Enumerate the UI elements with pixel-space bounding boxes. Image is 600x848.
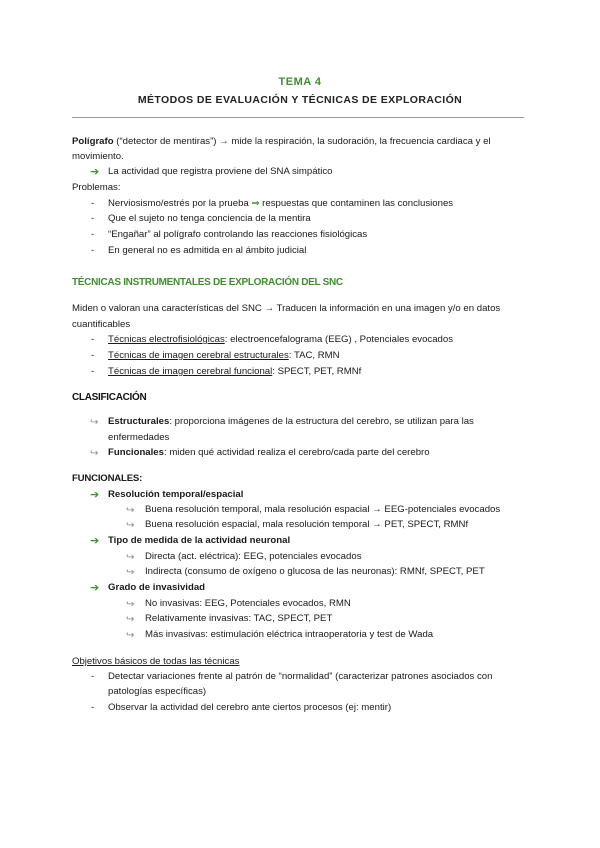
dash-bullet: -: [91, 350, 95, 361]
dash-bullet: -: [91, 213, 95, 224]
funcionales-group: Grado de invasividad: [108, 582, 206, 593]
dash-bullet: -: [91, 366, 95, 377]
problem-text-cont: respuestas que contaminen las conclusiones: [259, 198, 454, 209]
problems-label: Problemas:: [72, 182, 121, 193]
technique-detail: : electroencefalograma (EEG) , Potenciales evocados: [224, 334, 454, 345]
objetivo-item-cont: patologías específicas): [108, 686, 207, 697]
clasificacion-detail-cont: enfermedades: [108, 432, 170, 443]
technique-label: Técnicas electrofisiológicas: [108, 334, 225, 345]
funcionales-group: Tipo de medida de la actividad neuronal: [108, 535, 291, 546]
dash-bullet: -: [91, 334, 95, 345]
snc-intro-cont: cuantificables: [72, 319, 131, 330]
small-arrow-icon: ↪: [126, 520, 135, 531]
small-arrow-icon: ↪: [126, 614, 135, 625]
funcionales-subitem: Indirecta (consumo de oxígeno o glucosa de las neuronas): RMNf, SPECT, PET: [145, 566, 485, 577]
small-arrow-icon: ↪: [126, 599, 135, 610]
funcionales-heading: FUNCIONALES:: [72, 473, 143, 484]
funcionales-subitem: Directa (act. eléctrica): EEG, potenciales evocados: [145, 551, 362, 562]
objetivo-item: Detectar variaciones frente al patrón de “normalidad” (caracterizar patrones asociados con: [108, 671, 493, 682]
clasificacion-label: Funcionales: [108, 447, 164, 458]
problem-item: “Engañar” al polígrafo controlando las reacciones fisiológicas: [108, 229, 368, 240]
arrow-right-icon: ➔: [90, 489, 100, 501]
poligrafo-description: (“detector de mentiras”) → mide la respiración, la sudoración, la frecuencia cardiaca y el: [113, 136, 491, 147]
funcionales-subitem: Más invasivas: estimulación eléctrica intraoperatoria y test de Wada: [145, 629, 434, 640]
small-arrow-icon: ↪: [90, 448, 99, 459]
funcionales-group: Resolución temporal/espacial: [108, 489, 244, 500]
technique-label: Técnicas de imagen cerebral funcional: [108, 366, 273, 377]
funcionales-subitem: Buena resolución espacial, mala resolución temporal → PET, SPECT, RMNf: [145, 519, 469, 530]
funcionales-subitem: Relativamente invasivas: TAC, SPECT, PET: [145, 613, 333, 624]
dash-bullet: -: [91, 229, 95, 240]
small-arrow-icon: ↪: [126, 630, 135, 641]
poligrafo-note: La actividad que registra proviene del SNA simpático: [108, 166, 333, 177]
clasificacion-item: [108, 415, 526, 429]
technique-item: [108, 349, 340, 363]
tema-number: TEMA 4: [278, 76, 322, 88]
small-arrow-icon: ↪: [126, 552, 135, 563]
dash-bullet: -: [91, 671, 95, 682]
funcionales-subitem: No invasivas: EEG, Potenciales evocados, RMN: [145, 598, 351, 609]
clasificacion-label: Estructurales: [108, 416, 170, 427]
small-arrow-icon: ↪: [126, 567, 135, 578]
problem-item: En general no es admitida en al ámbito judicial: [108, 245, 307, 256]
clasificacion-item: [108, 446, 430, 460]
problem-text: Nerviosismo/estrés por la prueba: [108, 198, 249, 209]
problem-item: [108, 197, 453, 211]
dash-bullet: -: [91, 245, 95, 256]
snc-intro: Miden o valoran una características del SNC → Traducen la información en una imagen y/o en datos: [72, 303, 501, 314]
arrow-right-icon: ➔: [90, 535, 100, 547]
small-arrow-icon: ↪: [126, 505, 135, 516]
poligrafo-term: Polígrafo: [72, 136, 114, 147]
page-title: MÉTODOS DE EVALUACIÓN Y TÉCNICAS DE EXPLORACIÓN: [137, 94, 463, 106]
technique-label: Técnicas de imagen cerebral estructurales: [108, 350, 289, 361]
technique-item: [108, 365, 361, 379]
funcionales-subitem: Buena resolución temporal, mala resolución espacial → EEG-potenciales evocados: [145, 504, 501, 515]
poligrafo-description-cont: movimiento.: [72, 151, 124, 162]
title-divider: [72, 117, 524, 118]
arrow-right-icon: ➔: [90, 582, 100, 594]
implies-arrow-icon: ⇒: [251, 198, 260, 209]
section-heading-clasificacion: CLASIFICACIÓN: [72, 392, 147, 403]
arrow-right-icon: ➔: [90, 166, 100, 178]
technique-detail: : TAC, RMN: [288, 350, 340, 361]
technique-detail: : SPECT, PET, RMNf: [272, 366, 362, 377]
clasificacion-detail: : proporciona imágenes de la estructura del cerebro, se utilizan para las: [169, 416, 474, 427]
problem-item: Que el sujeto no tenga conciencia de la mentira: [108, 213, 311, 224]
section-heading-snc: TÉCNICAS INSTRUMENTALES DE EXPLORACIÓN DEL SNC: [72, 277, 343, 288]
objetivos-heading-text: Objetivos básicos de todas las técnicas: [72, 656, 240, 667]
objetivos-heading: [72, 655, 239, 669]
poligrafo-paragraph: [72, 135, 526, 149]
objetivo-item: Observar la actividad del cerebro ante ciertos procesos (ej: mentir): [108, 702, 392, 713]
dash-bullet: -: [91, 702, 95, 713]
clasificacion-detail: : miden qué actividad realiza el cerebro/cada parte del cerebro: [163, 447, 430, 458]
dash-bullet: -: [91, 198, 95, 209]
small-arrow-icon: ↪: [90, 417, 99, 428]
technique-item: [108, 333, 453, 347]
